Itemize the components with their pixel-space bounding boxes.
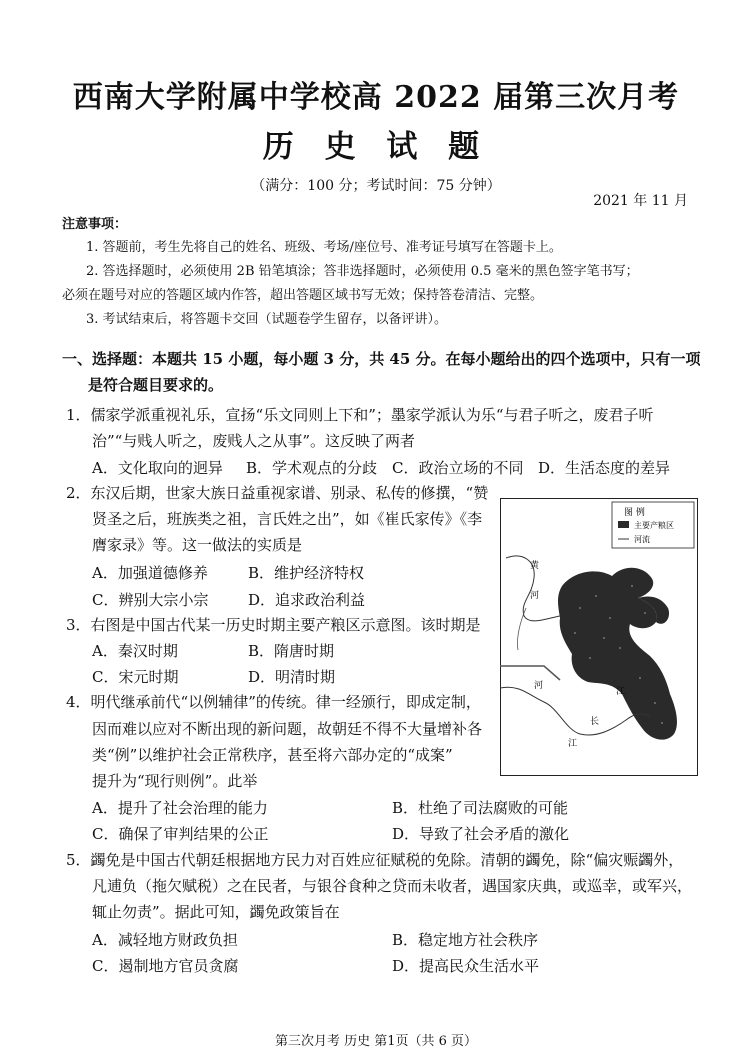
q4-option-b: B．杜绝了司法腐败的可能 bbox=[392, 799, 569, 817]
notice-line-2: 2. 答选择题时，必须使用 2B 铅笔填涂；答非选择题时，必须使用 0.5 毫米的黑色签字笔书写； bbox=[86, 264, 639, 279]
q3-option-a: A．秦汉时期 bbox=[92, 642, 178, 660]
q5-option-a: A．减轻地方财政负担 bbox=[92, 931, 238, 949]
q4-line-2: 因而难以应对不断出现的新问题，故朝廷不得不大量增补各 bbox=[92, 720, 483, 738]
label-jiang-2: 江 bbox=[568, 739, 578, 749]
label-chang: 长 bbox=[590, 717, 600, 727]
notice-line-4: 3. 考试结束后，将答题卡交回（试题卷学生留存，以备评讲）。 bbox=[86, 312, 448, 327]
page-footer: 第三次月考 历史 第1页（共 6 页） bbox=[274, 1034, 478, 1049]
q3-line-1: 3．右图是中国古代某一历史时期主要产粮区示意图。该时期是 bbox=[66, 616, 481, 634]
q2-line-1: 2．东汉后期，世家大族日益重视家谱、别录、私传的修撰，“赞 bbox=[66, 484, 489, 502]
q2-line-2: 贤圣之后，班族类之祖，言氏姓之出”，如《崔氏家传》《李 bbox=[92, 510, 483, 528]
map-svg bbox=[500, 498, 698, 776]
q4-line-4: 提升为“现行则例”。此举 bbox=[92, 772, 258, 790]
legend-area-swatch bbox=[618, 521, 629, 528]
section-heading-line-1: 一、选择题：本题共 15 小题，每小题 3 分，共 45 分。在每小题给出的四个选项中，只有一项 bbox=[62, 350, 701, 368]
legend-title: 图 例 bbox=[624, 508, 645, 518]
q1-line-2: 治”“与贱人听之，废贱人之从事”。这反映了两者 bbox=[92, 432, 416, 450]
q5-option-c: C．遏制地方官员贪腐 bbox=[92, 957, 239, 975]
q1-option-a: A．文化取向的迥异 bbox=[92, 459, 223, 477]
grain-area-map bbox=[500, 498, 698, 776]
subject-title: 历 史 试 题 bbox=[262, 129, 490, 165]
label-huang: 黄 bbox=[530, 561, 540, 571]
q4-option-a: A．提升了社会治理的能力 bbox=[92, 799, 268, 817]
q3-option-b: B．隋唐时期 bbox=[248, 642, 335, 660]
q5-line-1: 5．蠲免是中国古代朝廷根据地方民力对百姓应征赋税的免除。清朝的蠲免，除“偏灾赈蠲外， bbox=[66, 851, 684, 869]
label-he: 河 bbox=[530, 591, 540, 601]
exam-date: 2021 年 11 月 bbox=[593, 193, 688, 209]
q4-line-3: 类“例”以维护社会正常秩序，甚至将六部办定的“成案” bbox=[92, 746, 453, 764]
q4-line-1: 4．明代继承前代“以例辅律”的传统。律一经颁行，即成定制， bbox=[66, 693, 481, 711]
legend-area-label: 主要产粮区 bbox=[634, 521, 674, 530]
q2-option-a: A．加强道德修养 bbox=[92, 564, 208, 582]
q2-option-c: C．辨别大宗小宗 bbox=[92, 591, 209, 609]
q5-line-2: 凡逋负（拖欠赋税）之在民者，与银谷食种之贷而未收者，遇国家庆典，或巡幸，或军兴， bbox=[92, 877, 693, 895]
notice-line-1: 1. 答题前，考生先将自己的姓名、班级、考场/座位号、准考证号填写在答题卡上。 bbox=[86, 240, 562, 255]
exam-info: （满分：100 分；考试时间：75 分钟） bbox=[251, 178, 501, 194]
q1-line-1: 1．儒家学派重视礼乐，宣扬“乐文同则上下和”；墨家学派认为乐“与君子听之，废君子听 bbox=[66, 406, 654, 424]
notice-line-3: 必须在题号对应的答题区域内作答，超出答题区域书写无效；保持答卷清洁、完整。 bbox=[62, 288, 544, 303]
q5-option-d: D．提高民众生活水平 bbox=[392, 957, 540, 975]
notice-title: 注意事项： bbox=[62, 217, 128, 232]
q2-line-3: 膺家录》等。这一做法的实质是 bbox=[92, 536, 303, 554]
q3-option-d: D．明清时期 bbox=[248, 668, 336, 686]
q2-option-d: D．追求政治利益 bbox=[248, 591, 366, 609]
legend-river-label: 河流 bbox=[634, 535, 650, 544]
section-heading-line-2: 是符合题目要求的。 bbox=[88, 376, 224, 394]
q4-option-d: D．导致了社会矛盾的激化 bbox=[392, 825, 570, 843]
q5-line-3: 辄止勿责”。据此可知，蠲免政策旨在 bbox=[92, 903, 340, 921]
q2-option-b: B．维护经济特权 bbox=[248, 564, 365, 582]
label-jiang: 江 bbox=[616, 687, 626, 697]
q4-option-c: C．确保了审判结果的公正 bbox=[92, 825, 269, 843]
q1-option-b: B．学术观点的分歧 bbox=[246, 459, 378, 477]
q5-option-b: B．稳定地方社会秩序 bbox=[392, 931, 539, 949]
q1-option-c: C．政治立场的不同 bbox=[392, 459, 524, 477]
q1-option-d: D．生活态度的差异 bbox=[538, 459, 671, 477]
label-he-2: 河 bbox=[534, 681, 544, 691]
q3-option-c: C．宋元时期 bbox=[92, 668, 179, 686]
school-title: 西南大学附属中学校高 2022 届第三次月考 bbox=[72, 80, 680, 115]
